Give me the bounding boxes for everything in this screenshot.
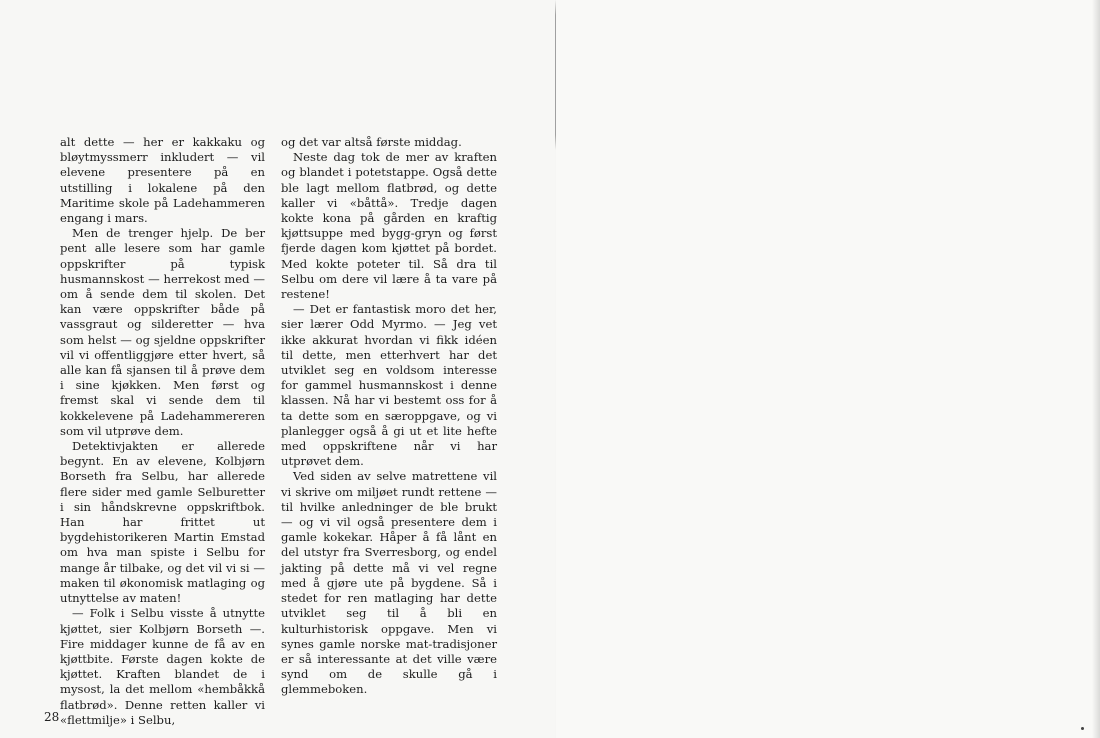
- right-page-blank: [556, 0, 1100, 738]
- paragraph: Men de trenger hjelp. De ber pent alle lesere som har gamle oppskrifter på typisk husmannskost — herrekost med — om å sende dem til skolen. Det kan være oppskrifter både på vassgraut og silderetter — hva som helst — og sjeldne oppskrifter vil vi offentliggjøre etter hvert, så alle kan få sjansen til å prøve dem i sine kjøkken. Men først og fremst skal vi sende dem til kokkelevene på Ladehammereren som vil utprøve dem.: [60, 226, 265, 438]
- paragraph: — Folk i Selbu visste å utnytte kjøttet, sier Kolbjørn Borseth —. Fire middager kunne de få av en kjøttbite. Første dagen kokte de kjøttet. Kraften blandet de i mysost, la det mellom «hembåkkå flatbrød». Denne retten kaller vi «flettmilje» i Selbu,: [60, 606, 265, 727]
- paragraph: — Det er fantastisk moro det her, sier lærer Odd Myrmo. — Jeg vet ikke akkurat hvordan vi fikk idéen til dette, men etterhvert har det utviklet seg en voldsom interesse for gammel husmannskost i denne klassen. Nå har vi bestemt oss for å ta dette som en særoppgave, og vi planlegger også å gi ut et lite hefte med oppskriftene når vi har utprøvet dem.: [281, 302, 497, 469]
- paragraph: Ved siden av selve matrettene vil vi skrive om miljøet rundt rettene — til hvilke anledninger de ble brukt — og vi vil også presentere dem i gamle kokekar. Håper å få lånt en del utstyr fra Sverresborg, og endel jakting på dette må vi vel regne med å gjøre ute på bygdene. Så i stedet for ren matlaging har dette utviklet seg til å bli en kulturhistorisk oppgave. Men vi synes gamle norske mat-tradisjoner er så interessante at det ville være synd om de skulle gå i glemmeboken.: [281, 469, 497, 697]
- paragraph: Neste dag tok de mer av kraften og blandet i potetstappe. Også dette ble lagt mellom flatbrød, og dette kaller vi «båttå». Tredje dagen kokte kona på gården en kraftig kjøttsuppe med bygg-gryn og først fjerde dagen kom kjøttet på bordet. Med kokte poteter til. Så dra til Selbu om dere vil lære å ta vare på restene!: [281, 150, 497, 302]
- text-column-2: [281, 135, 497, 698]
- page-number: 28: [44, 710, 60, 724]
- paragraph: alt dette — her er kakkaku og bløytmyssmerr inkludert — vil elevene presentere på en utstilling i lokalene på den Maritime skole på Ladehammeren engang i mars.: [60, 135, 265, 226]
- paragraph: og det var altså første middag.: [281, 135, 462, 149]
- paragraph: Detektivjakten er allerede begynt. En av elevene, Kolbjørn Borseth fra Selbu, har allerede flere sider med gamle Selburetter i sin håndskrevne oppskriftbok. Han har frittet ut bygdehistorikeren Martin Emstad om hva man spiste i Selbu for mange år tilbake, og det vil vi si — maken til økonomisk matlaging og utnyttelse av maten!: [60, 439, 265, 606]
- paper-speck: [1081, 727, 1084, 730]
- text-column-1: [60, 135, 265, 728]
- page-edge-shadow: [1092, 0, 1100, 738]
